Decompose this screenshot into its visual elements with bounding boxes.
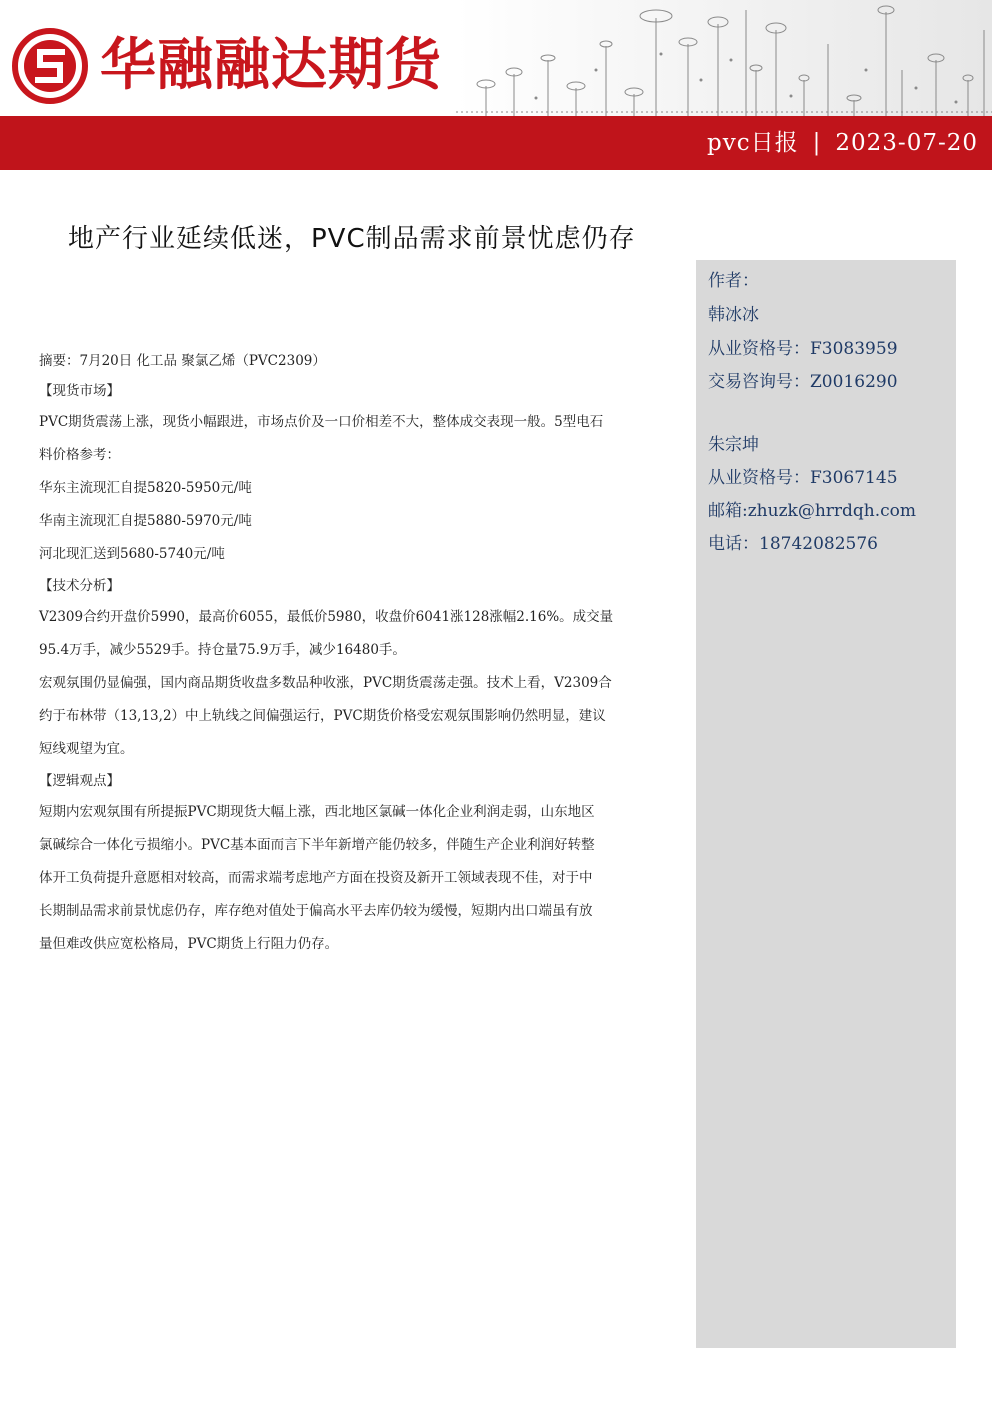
summary-line: 摘要：7月20日 化工品 聚氯乙烯（PVC2309） (39, 353, 326, 369)
paragraph-line: 量但难改供应宽松格局，PVC期货上行阻力仍存。 (39, 936, 339, 952)
author-2-name: 朱宗坤 (708, 435, 759, 455)
author-label: 作者： (708, 271, 759, 291)
paragraph-line: 95.4万手，减少5529手。持仓量75.9万手，减少16480手。 (39, 642, 406, 658)
section-heading-tech: 【技术分析】 (39, 578, 120, 594)
paragraph-line: 短线观望为宜。 (39, 741, 134, 757)
paragraph-line: 约于布林带（13,13,2）中上轨线之间偏强运行，PVC期货价格受宏观氛围影响仍然明显，建议 (39, 708, 606, 724)
author-2-cert: 从业资格号：F3067145 (708, 468, 898, 488)
paragraph-line: PVC期货震荡上涨，现货小幅跟进，市场点价及一口价相差不大，整体成交表现一般。5型电石 (39, 414, 604, 430)
price-line-south: 华南主流现汇自提5880-5970元/吨 (39, 513, 252, 529)
price-line-hebei: 河北现汇送到5680-5740元/吨 (39, 546, 225, 562)
paragraph-line: 氯碱综合一体化亏损缩小。PVC基本面而言下半年新增产能仍较多，伴随生产企业利润好转整 (39, 837, 595, 853)
paragraph-line: 体开工负荷提升意愿相对较高，而需求端考虑地产方面在投资及新开工领域表现不佳，对于中 (39, 870, 593, 886)
author-2-phone: 电话：18742082576 (708, 534, 878, 554)
paragraph-line: V2309合约开盘价5990，最高价6055，最低价5980，收盘价6041涨128涨幅2.16%。成交量 (39, 609, 614, 625)
report-band (0, 116, 992, 170)
report-body (39, 346, 679, 961)
paragraph-line: 长期制品需求前景忧虑仍存，库存绝对值处于偏高水平去库仍较为缓慢，短期内出口端虽有放 (39, 903, 593, 919)
author-1-name: 韩冰冰 (708, 305, 759, 325)
report-header (0, 0, 992, 170)
author-1-cert: 从业资格号：F3083959 (708, 339, 898, 359)
decorative-graphic (456, 0, 992, 118)
paragraph-line: 料价格参考： (39, 447, 120, 463)
company-logo-icon (12, 28, 88, 104)
company-name: 华融融达期货 (100, 33, 442, 98)
paragraph-line: 宏观氛围仍显偏强，国内商品期货收盘多数品种收涨，PVC期货震荡走强。技术上看，V2309合 (39, 675, 612, 691)
report-meta (707, 116, 978, 170)
report-title: 地产行业延续低迷，PVC制品需求前景忧虑仍存 (68, 224, 636, 254)
paragraph-line: 短期内宏观氛围有所提振PVC期现货大幅上涨，西北地区氯碱一体化企业利润走弱，山东地区 (39, 804, 595, 820)
report-type: pvc日报 (707, 130, 799, 156)
band-separator: | (812, 130, 822, 156)
section-heading-logic: 【逻辑观点】 (39, 773, 120, 789)
author-sidebar (696, 260, 956, 1348)
author-1-advisory: 交易咨询号：Z0016290 (708, 372, 898, 392)
price-line-east: 华东主流现汇自提5820-5950元/吨 (39, 480, 252, 496)
section-heading-spot: 【现货市场】 (39, 383, 120, 399)
author-2-email: 邮箱:zhuzk@hrrdqh.com (708, 501, 917, 521)
report-date: 2023-07-20 (835, 130, 978, 156)
